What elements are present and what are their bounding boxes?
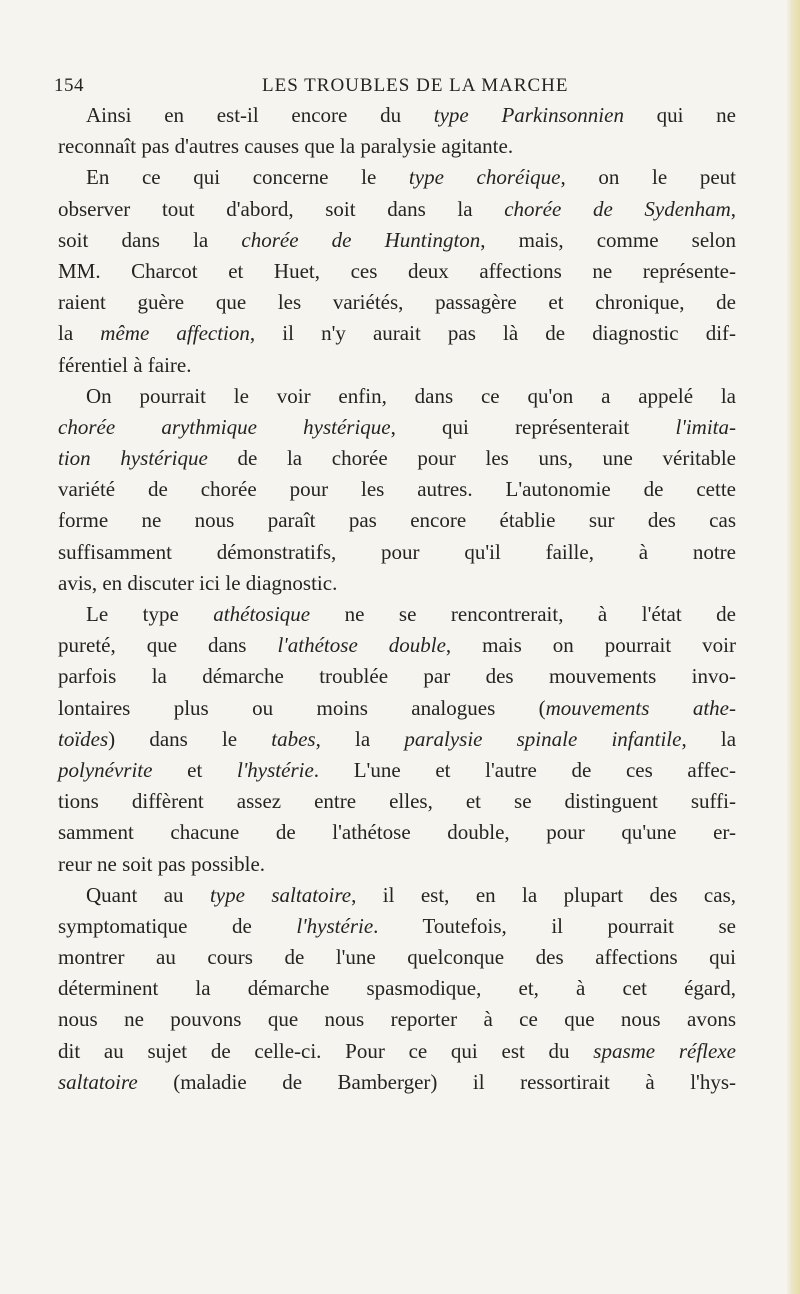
italic-text: même affection bbox=[100, 321, 250, 346]
text-run: observer tout d'abord, soit dans la bbox=[58, 196, 505, 221]
text-run: forme ne nous paraît pas encore établie sur des cas bbox=[58, 508, 736, 533]
italic-text: mouvements athe- bbox=[545, 695, 736, 720]
text-run: déterminent la démarche spasmodique, et, à cet égard, bbox=[58, 976, 736, 1001]
text-run: nous ne pouvons que nous reporter à ce que nous avons bbox=[58, 1007, 736, 1032]
text-line bbox=[58, 443, 736, 474]
page-number: 154 bbox=[54, 75, 84, 96]
italic-text: paralysie spinale infantile bbox=[404, 726, 682, 751]
text-run: On pourrait le voir enfin, dans ce qu'on a appelé la bbox=[86, 383, 736, 408]
body-text bbox=[58, 100, 736, 1098]
text-line bbox=[58, 1004, 736, 1035]
text-run: samment chacune de l'athétose double, pour qu'une er- bbox=[58, 820, 736, 845]
text-run: reur ne soit pas possible. bbox=[58, 851, 266, 876]
text-run: MM. Charcot et Huet, ces deux affections ne représente- bbox=[58, 258, 736, 283]
text-run: , il n'y aurait pas là de diagnostic dif- bbox=[249, 321, 737, 346]
text-run: Ainsi en est-il encore du bbox=[86, 103, 434, 127]
text-line bbox=[58, 194, 736, 225]
text-run: . Toutefois, il pourrait se bbox=[373, 913, 736, 938]
text-run: , il est, en la plupart des cas, bbox=[351, 882, 736, 907]
text-run: montrer au cours de l'une quelconque des affections qui bbox=[58, 945, 736, 970]
italic-text: chorée de Sydenham bbox=[504, 196, 731, 221]
text-line bbox=[58, 693, 736, 724]
text-run: , mais on pourrait voir bbox=[445, 633, 736, 658]
text-run: de la chorée pour les uns, une véritable bbox=[207, 446, 736, 471]
text-line bbox=[58, 412, 736, 443]
text-run: , qui représenterait bbox=[390, 414, 676, 439]
text-run: , la bbox=[315, 726, 405, 751]
text-line bbox=[58, 256, 736, 287]
text-run: , bbox=[730, 196, 736, 221]
text-line bbox=[58, 100, 736, 131]
text-run: Le type bbox=[86, 602, 214, 626]
running-title: LES TROUBLES DE LA MARCHE bbox=[262, 75, 569, 96]
text-run: dit au sujet de celle-ci. Pour ce qui est du bbox=[58, 1038, 594, 1063]
italic-text: l'athétose double bbox=[277, 633, 446, 658]
text-line bbox=[58, 911, 736, 942]
text-line bbox=[58, 225, 736, 256]
italic-text: saltatoire bbox=[58, 1069, 138, 1094]
text-line bbox=[58, 287, 736, 318]
text-line bbox=[58, 537, 736, 568]
text-line bbox=[58, 131, 736, 162]
text-line bbox=[58, 599, 736, 630]
running-header bbox=[54, 75, 734, 99]
text-run: tions diffèrent assez entre elles, et se distinguent suffi- bbox=[58, 789, 736, 814]
text-line bbox=[58, 350, 736, 381]
text-line bbox=[58, 661, 736, 692]
text-line bbox=[58, 973, 736, 1004]
text-line bbox=[58, 568, 736, 599]
text-run: ) dans le bbox=[108, 726, 272, 751]
text-run: ne se rencontrerait, à l'état de bbox=[310, 602, 736, 626]
text-line bbox=[58, 849, 736, 880]
italic-text: polynévrite bbox=[58, 757, 153, 782]
italic-text: type Parkinsonnien bbox=[433, 103, 624, 127]
text-run: reconnaît pas d'autres causes que la paralysie agitante. bbox=[58, 134, 514, 159]
text-run: , on le peut bbox=[560, 165, 736, 190]
text-run: variété de chorée pour les autres. L'autonomie de cette bbox=[58, 477, 736, 502]
text-run: et bbox=[152, 757, 237, 782]
text-run: , la bbox=[681, 726, 737, 751]
italic-text: l'hystérie bbox=[236, 757, 314, 782]
italic-text: toïdes bbox=[58, 726, 109, 751]
text-line bbox=[58, 786, 736, 817]
italic-text: l'hystérie bbox=[296, 913, 374, 938]
text-line bbox=[58, 724, 736, 755]
text-run: férentiel à faire. bbox=[58, 352, 192, 377]
italic-text: chorée arythmique hystérique bbox=[58, 414, 391, 439]
text-run: parfois la démarche troublée par des mouvements invo- bbox=[58, 664, 736, 689]
text-line bbox=[58, 318, 736, 349]
page-edge-shadow bbox=[786, 0, 800, 1294]
text-line bbox=[58, 942, 736, 973]
italic-text: spasme réflexe bbox=[593, 1038, 736, 1063]
text-line bbox=[58, 755, 736, 786]
italic-text: type choréique bbox=[408, 165, 561, 190]
text-line bbox=[58, 162, 736, 193]
italic-text: chorée de Huntington bbox=[241, 227, 481, 252]
text-line bbox=[58, 474, 736, 505]
text-run: (maladie de Bamberger) il ressortirait à l'hys- bbox=[137, 1069, 736, 1094]
text-line bbox=[58, 880, 736, 911]
text-line bbox=[58, 630, 736, 661]
italic-text: tion hystérique bbox=[58, 446, 208, 471]
text-run: lontaires plus ou moins analogues ( bbox=[58, 695, 546, 720]
text-line bbox=[58, 381, 736, 412]
italic-text: athétosique bbox=[213, 602, 311, 626]
text-run: raient guère que les variétés, passagère et chronique, de bbox=[58, 290, 736, 315]
text-run: En ce qui concerne le bbox=[86, 165, 409, 190]
text-line bbox=[58, 1067, 736, 1098]
text-run: symptomatique de bbox=[58, 913, 297, 938]
text-run: suffisamment démonstratifs, pour qu'il faille, à notre bbox=[58, 539, 736, 564]
text-run: qui ne bbox=[623, 103, 737, 127]
italic-text: l'imita- bbox=[675, 414, 737, 439]
italic-text: type saltatoire bbox=[209, 882, 352, 907]
text-line bbox=[58, 817, 736, 848]
text-run: , mais, comme selon bbox=[480, 227, 736, 252]
text-run: soit dans la bbox=[58, 227, 242, 252]
text-run: pureté, que dans bbox=[58, 633, 278, 658]
text-run: la bbox=[58, 321, 101, 346]
italic-text: tabes bbox=[271, 726, 316, 751]
text-run: avis, en discuter ici le diagnostic. bbox=[58, 570, 338, 595]
text-line bbox=[58, 1036, 736, 1067]
text-run: . L'une et l'autre de ces affec- bbox=[313, 757, 736, 782]
text-line bbox=[58, 505, 736, 536]
text-run: Quant au bbox=[86, 882, 210, 907]
